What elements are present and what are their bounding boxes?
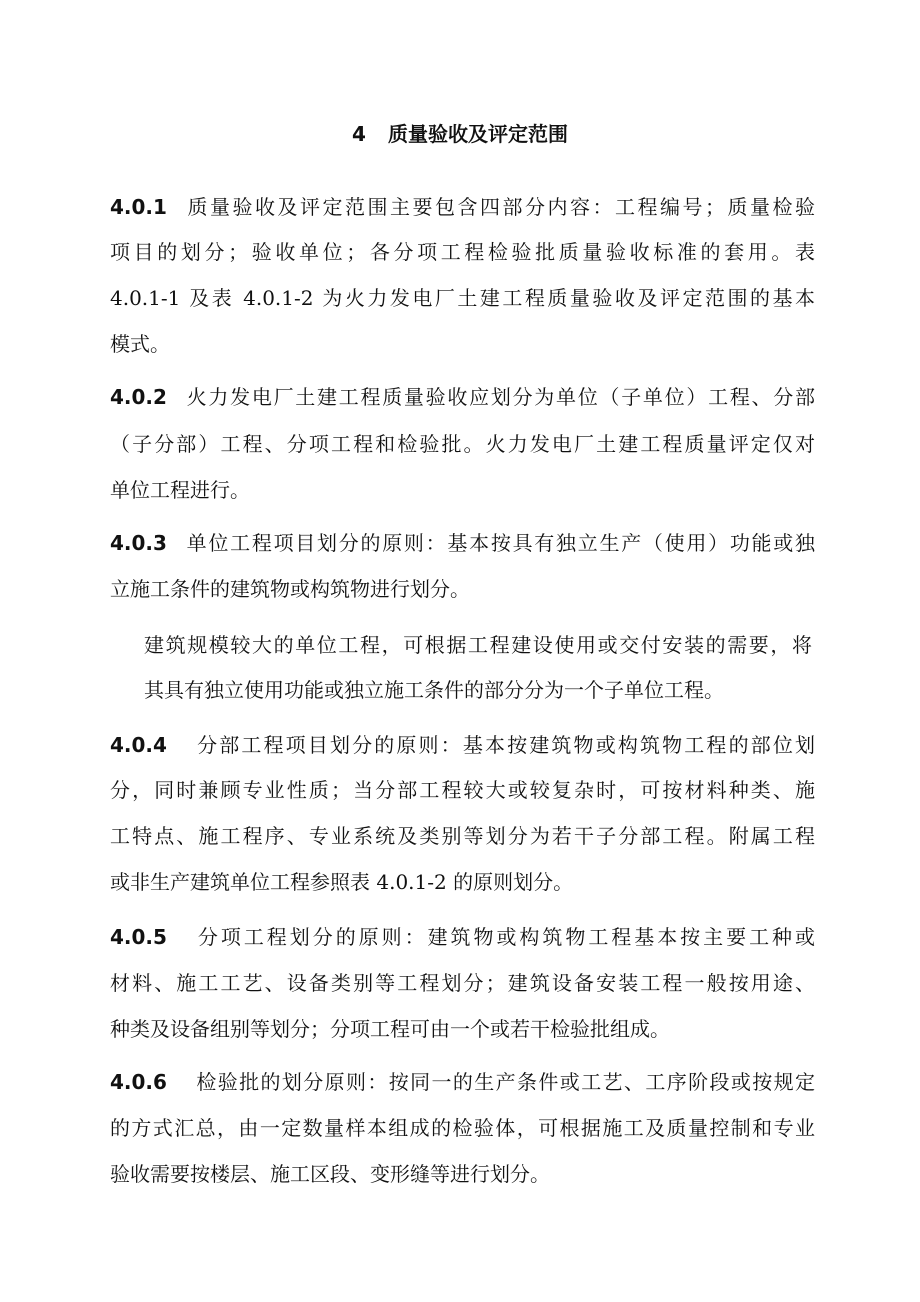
clause-text: 单位工程项目划分的原则：基本按具有独立生产（使用）功能或独 [184,531,815,555]
paragraph-line [110,1015,815,1043]
paragraph-line [110,430,815,458]
section-title [0,118,920,147]
clause-number: 4.0.1 [110,195,167,219]
clause-number: 4.0.3 [110,531,167,555]
paragraph-line [110,284,815,312]
paragraph-line [110,383,815,411]
paragraph-line [144,631,812,659]
clause-text: 模式。 [110,332,170,356]
paragraph-line [110,868,815,896]
section-number: 4 [352,122,366,146]
clause-text: 分项工程划分的原则：建筑物或构筑物工程基本按主要工种或 [194,925,815,949]
clause-text: 分，同时兼顾专业性质；当分部工程较大或较复杂时，可按材料种类、施 [110,778,815,802]
clause-number: 4.0.6 [110,1070,167,1094]
paragraph-line [110,776,815,804]
clause-text: 种类及设备组别等划分；分项工程可由一个或若干检验批组成。 [110,1017,670,1041]
paragraph-line [110,1068,815,1096]
paragraph-line [110,923,815,951]
clause-number: 4.0.2 [110,385,167,409]
paragraph-line [110,330,815,358]
clause-number: 4.0.5 [110,925,167,949]
clause-text: 分部工程项目划分的原则：基本按建筑物或构筑物工程的部位划 [194,733,815,757]
clause-text: 其具有独立使用功能或独立施工条件的部分分为一个子单位工程。 [144,678,724,702]
paragraph-line [110,731,815,759]
paragraph-line [110,1160,815,1188]
paragraph-line [110,1114,815,1142]
clause-text: 验收需要按楼层、施工区段、变形缝等进行划分。 [110,1162,550,1186]
paragraph-line [110,822,815,850]
paragraph-line [110,529,815,557]
clause-text: 的方式汇总，由一定数量样本组成的检验体，可根据施工及质量控制和专业 [110,1116,815,1140]
clause-text: 项目的划分；验收单位；各分项工程检验批质量验收标准的套用。表 [110,240,815,264]
clause-text: 检验批的划分原则：按同一的生产条件或工艺、工序阶段或按规定 [194,1070,815,1094]
clause-text: 质量验收及评定范围主要包含四部分内容：工程编号；质量检验 [184,195,815,219]
clause-text: 4.0.1-1 及表 4.0.1-2 为火力发电厂土建工程质量验收及评定范围的基本 [110,286,815,310]
paragraph-line [144,676,812,704]
paragraph-line [110,575,815,603]
clause-text: 建筑规模较大的单位工程，可根据工程建设使用或交付安装的需要，将 [144,633,812,657]
section-title-text: 质量验收及评定范围 [387,122,568,146]
paragraph-line [110,969,815,997]
paragraph-line [110,193,815,221]
clause-text: 工特点、施工程序、专业系统及类别等划分为若干子分部工程。附属工程 [110,824,815,848]
paragraph-line [110,476,815,504]
clause-text: 单位工程进行。 [110,478,250,502]
clause-text: 材料、施工工艺、设备类别等工程划分；建筑设备安装工程一般按用途、 [110,971,815,995]
clause-text: 立施工条件的建筑物或构筑物进行划分。 [110,577,470,601]
clause-text: （子分部）工程、分项工程和检验批。火力发电厂土建工程质量评定仅对 [110,432,815,456]
paragraph-line [110,238,815,266]
clause-text: 或非生产建筑单位工程参照表 4.0.1-2 的原则划分。 [110,870,574,894]
clause-text: 火力发电厂土建工程质量验收应划分为单位（子单位）工程、分部 [184,385,815,409]
clause-number: 4.0.4 [110,733,167,757]
